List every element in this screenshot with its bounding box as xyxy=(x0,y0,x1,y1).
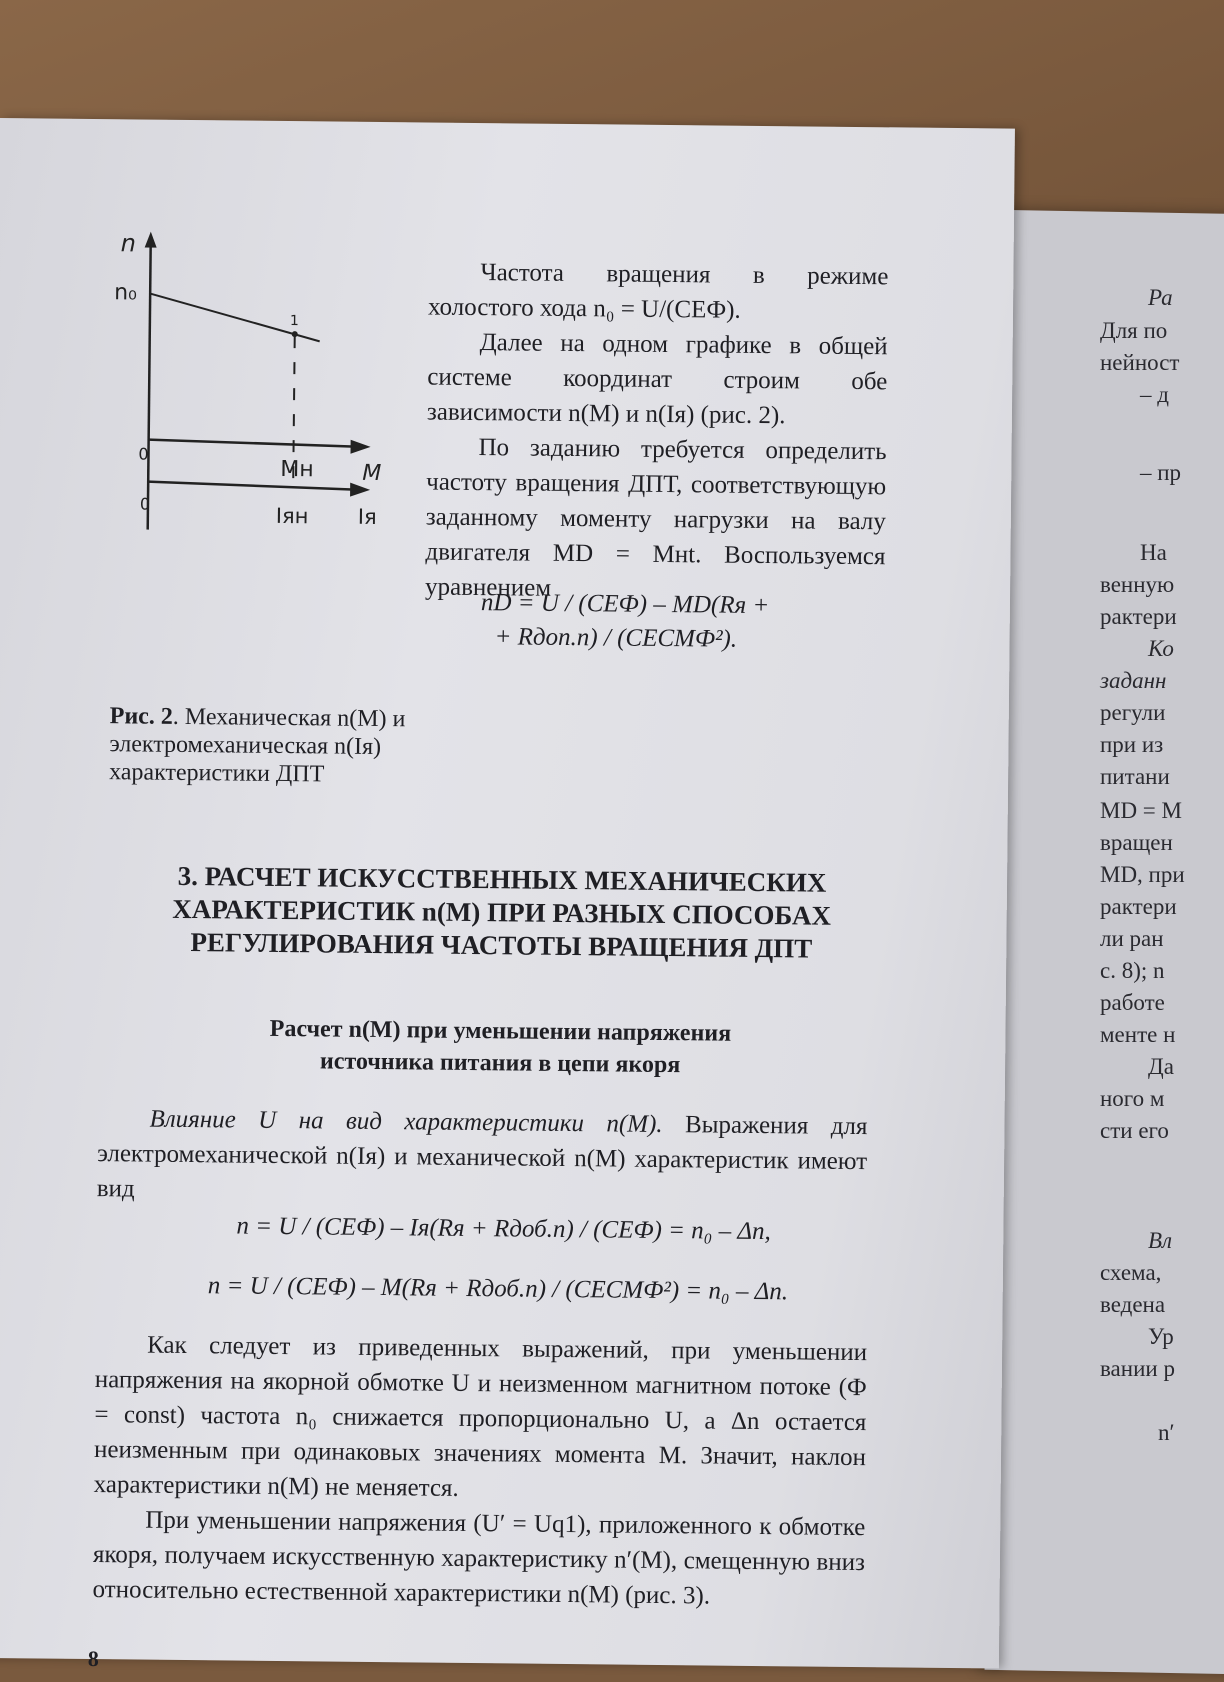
next-page-fragment: питани xyxy=(1100,764,1170,790)
paragraph-consequence: Как следует из приведенных выражений, при уменьшении напряжения на якорной обмотке U и неизменном магнитном потоке (Ф = const) частота n₀ снижается пропорционально U, а Δn остается неизменным при одинаковых значениях момента M. Значит, наклон характеристики n(M) не меняется. xyxy=(94,1327,868,1510)
next-page-fragment: рактери xyxy=(1100,604,1177,630)
label-n0: n₀ xyxy=(114,280,137,305)
n-axis-arrow xyxy=(145,232,157,248)
next-page-fragment: рактери xyxy=(1100,894,1177,920)
figure-caption xyxy=(109,702,410,789)
next-page-fragment: MD, при xyxy=(1100,862,1185,888)
next-page-fragment: Ур xyxy=(1148,1324,1174,1350)
label-Mn: Mн xyxy=(280,457,314,482)
formula-n-I: n = U / (CEФ) – Iя(Rя + Rдоб.п) / (CEФ) = n₀ – Δn, xyxy=(236,1213,771,1247)
next-page-fragment: Вл xyxy=(1148,1228,1172,1254)
next-page-fragment: Ко xyxy=(1148,636,1174,662)
body-paragraphs xyxy=(92,1327,867,1615)
paragraph-idle-speed: Частота вращения в режиме холостого хода n₀ = U/(CEФ). xyxy=(428,254,889,329)
next-page-fragment: вании р xyxy=(1100,1356,1175,1382)
next-page-fragment: Ра xyxy=(1148,285,1173,311)
page-number: 8 xyxy=(88,1646,99,1672)
label-zero-top: 0 xyxy=(138,444,148,463)
i-axis xyxy=(148,482,358,490)
right-column-text xyxy=(425,254,889,609)
next-page-fragment: – пр xyxy=(1140,460,1181,486)
next-page-fragment: заданн xyxy=(1100,668,1166,694)
subheading-line-2: источника питания в цепи якоря xyxy=(150,1044,850,1083)
next-page-fragment: n′ xyxy=(1158,1420,1175,1446)
next-page-fragment: вращен xyxy=(1100,830,1173,856)
next-page-fragment: На xyxy=(1140,540,1167,566)
next-page-fragment: Для по xyxy=(1100,318,1167,344)
next-page-fragment: нейност xyxy=(1100,350,1179,376)
next-page-fragment: менте н xyxy=(1100,1022,1175,1048)
label-point-1: 1 xyxy=(290,313,299,329)
intro-italic: Влияние U на вид характеристики n(M). xyxy=(149,1106,662,1138)
book-page xyxy=(0,118,1015,1669)
intro-rest: Выражения для электромеханической n(Iя) и механической n(M) характеристик имеют вид xyxy=(97,1111,868,1202)
label-Iya: Iя xyxy=(358,505,377,529)
label-Iyan: Iян xyxy=(276,504,309,528)
label-zero-bottom: 0 xyxy=(140,494,150,513)
caption-text: . Механическая n(M) и электромеханическая n(Iя) характеристики ДПТ xyxy=(109,704,405,788)
label-M: M xyxy=(362,461,381,486)
next-page-fragment: работе xyxy=(1100,990,1165,1016)
next-page-fragment: сти его xyxy=(1100,1118,1169,1144)
formula-nD-line1: nD = U / (CEФ) – MD(Rя + xyxy=(481,589,770,620)
next-page-fragment: – д xyxy=(1140,382,1169,408)
m-axis-arrow xyxy=(351,440,371,454)
subheading-line-1: Расчет n(M) при уменьшении напряжения xyxy=(150,1012,850,1051)
label-n: n xyxy=(121,229,137,257)
next-page-fragment: MD = M xyxy=(1100,798,1182,824)
caption-label: Рис. 2 xyxy=(110,703,173,730)
subsection-heading xyxy=(150,1012,851,1083)
next-page-fragment: ного м xyxy=(1100,1086,1164,1112)
next-page-fragment: при из xyxy=(1100,732,1163,758)
paragraph-graph: Далее на одном графике в общей системе координат строим обе зависимости n(M) и n(Iя) (рис. 2). xyxy=(427,324,888,434)
next-page-fragment: ли ран xyxy=(1100,926,1164,952)
intro-paragraph xyxy=(97,1101,868,1214)
next-page-fragment: схема, xyxy=(1100,1260,1161,1286)
formula-nD-line2: + Rдоп.п) / (CECMФ²). xyxy=(494,623,737,654)
figure-2-graph xyxy=(107,229,430,552)
m-axis xyxy=(149,440,359,447)
section-heading: 3. РАСЧЕТ ИСКУССТВЕННЫХ МЕХАНИЧЕСКИХ ХАРАКТЕРИСТИК n(M) ПРИ РАЗНЫХ СПОСОБАХ РЕГУЛИРОВАНИЯ ЧАСТОТЫ ВРАЩЕНИЯ ДПТ xyxy=(111,859,892,966)
next-page-fragment: с. 8); n xyxy=(1100,958,1165,984)
paragraph-reduce-voltage: При уменьшении напряжения (U′ = Uq1), приложенного к обмотке якоря, получаем искусственную характеристику n′(M), смещенную вниз относительно естественной характеристики n(M) (рис. 3). xyxy=(92,1502,865,1615)
next-page-fragment: Да xyxy=(1148,1054,1174,1080)
next-page-fragment: ведена xyxy=(1100,1292,1165,1318)
next-page-fragment: венную xyxy=(1100,572,1174,598)
paragraph-task: По заданию требуется определить частоту вращения ДПТ, соответствующую заданному моменту нагрузки на валу двигателя MD = Mнt. Воспользуемся уравнением xyxy=(425,429,887,609)
formula-n-M: n = U / (CEФ) – M(Rя + Rдоб.п) / (CECMФ²) = n₀ – Δn. xyxy=(208,1272,789,1306)
next-page-fragment: регули xyxy=(1100,700,1165,726)
